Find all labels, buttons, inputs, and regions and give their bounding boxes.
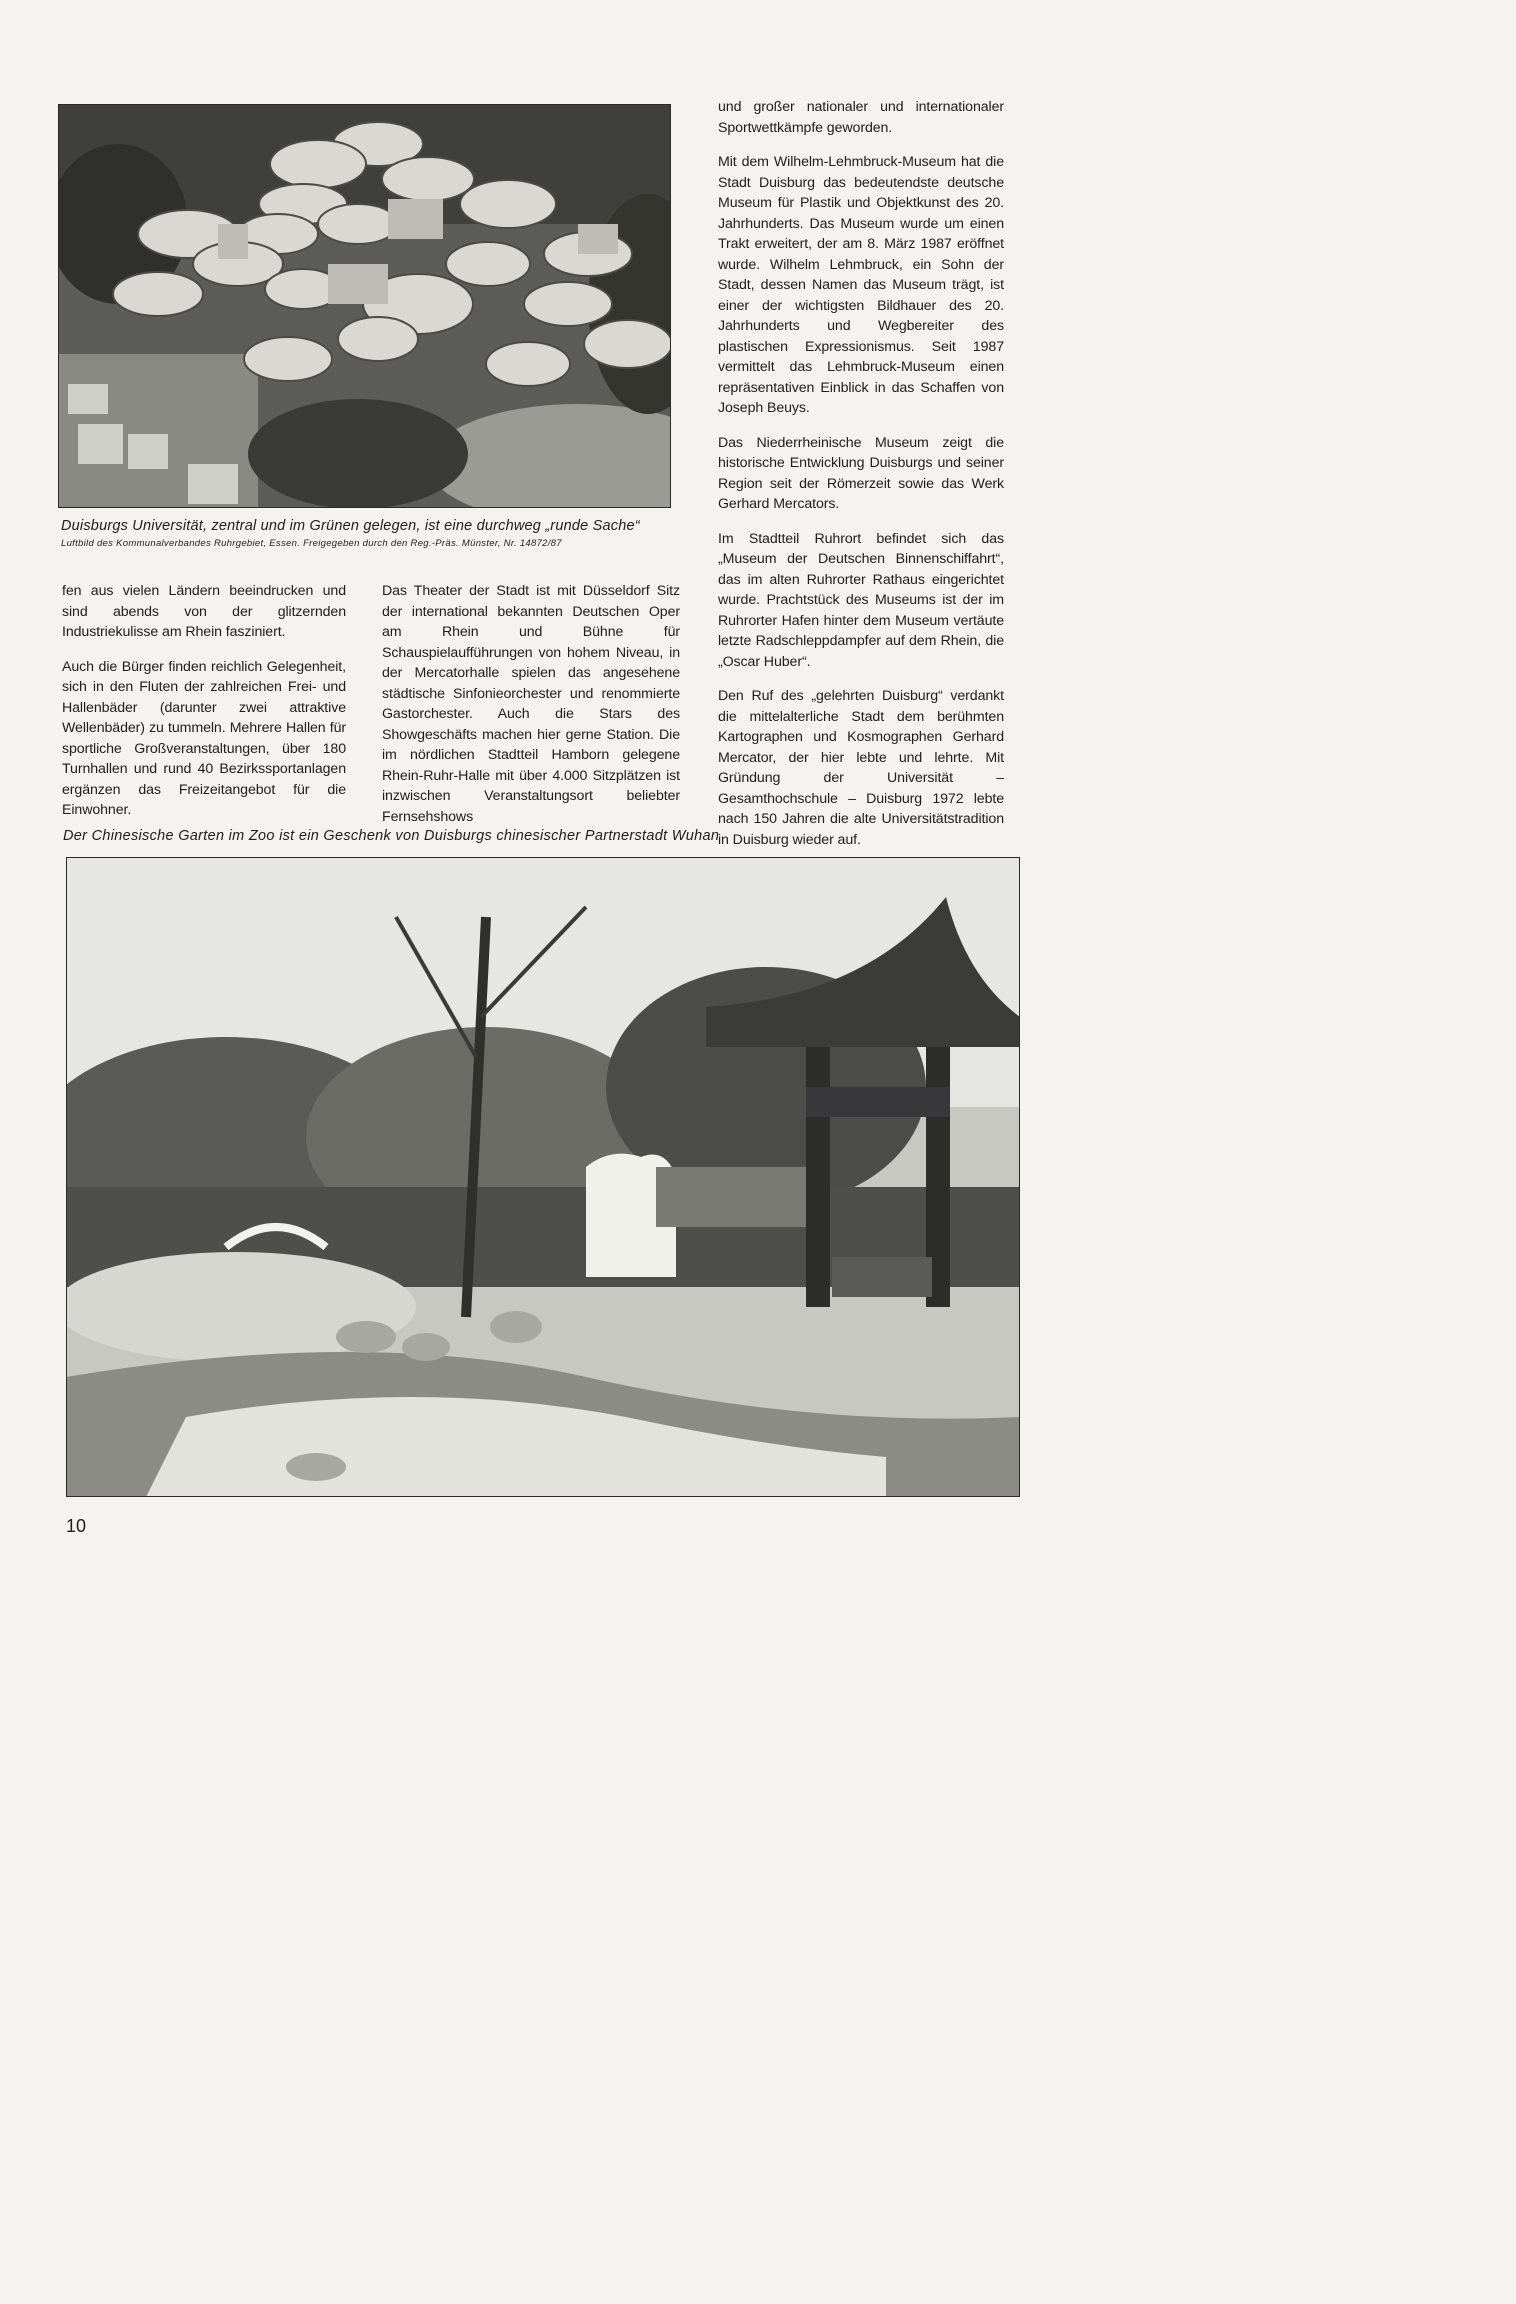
university-photo-credit: Luftbild des Kommunalverbandes Ruhrgebiet, Essen. Freigegeben durch den Reg.-Präs. Münster, Nr. 14872/87 — [61, 538, 562, 549]
paragraph: fen aus vielen Ländern beeindrucken und sind abends von der glitzernden Industriekulisse am Rhein fasziniert. — [62, 583, 346, 640]
garden-photo-drawing — [66, 857, 1020, 1497]
paragraph: und großer nationaler und internationaler Sportwettkämpfe geworden. — [718, 99, 1004, 136]
page-number: 10 — [66, 1516, 87, 1536]
aerial-photo-drawing — [58, 104, 671, 508]
paragraph: Mit dem Wilhelm-Lehmbruck-Museum hat die Stadt Duisburg das bedeutendste deutsche Museum für Plastik und Objektkunst des 20. Jahrhunderts. Das Museum wurde um einen Trakt erweitert, der am 8. März 1987 eröffnet wurde. Wilhelm Lehmbruck, ein Sohn der Stadt, dessen Namen das Museum trägt, ist einer der wichtigsten Bildhauer des 20. Jahrhunderts und Wegbereiter des plastischen Expressionismus. Seit 1987 vermittelt das Lehmbruck-Museum einen repräsentativen Einblick in das Schaffen von Joseph Beuys. — [718, 154, 1004, 416]
text-column-middle — [382, 581, 680, 841]
aerial-photo-university — [58, 104, 671, 508]
photo-chinese-garden — [66, 857, 1020, 1497]
text-column-right — [718, 97, 1004, 864]
university-photo-caption: Duisburgs Universität, zentral und im Grünen gelegen, ist eine durchweg „runde Sache“ — [61, 518, 640, 534]
paragraph: Das Theater der Stadt ist mit Düsseldorf Sitz der international bekannten Deutschen Oper am Rhein und Bühne für Schauspielaufführungen von hohem Niveau, in der Mercatorhalle spielen das angesehene städtische Sinfonieorchester und renommierte Gastorchester. Auch die Stars des Showgeschäfts machen hier gerne Station. Die im nördlichen Stadtteil Hamborn gelegene Rhein-Ruhr-Halle mit über 4.000 Sitzplätzen ist inzwischen Veranstaltungsort beliebter Fernsehshows — [382, 583, 680, 825]
garden-photo-caption: Der Chinesische Garten im Zoo ist ein Geschenk von Duisburgs chinesischer Partnerstadt Wuhan — [63, 828, 720, 844]
paragraph: Den Ruf des „gelehrten Duisburg“ verdankt die mittelalterliche Stadt dem berühmten Kartographen und Kosmographen Gerhard Mercator, der hier lebte und lehrte. Mit Gründung der Universität – Gesamthochschule – Duisburg 1972 lebte nach 150 Jahren die alte Universitätstradition in Duisburg wieder auf. — [718, 688, 1004, 848]
paragraph: Auch die Bürger finden reichlich Gelegenheit, sich in den Fluten der zahlreichen Frei- und Hallenbäder (darunter zwei attraktive Wellenbäder) zu tummeln. Mehrere Hallen für sportliche Großveranstaltungen, über 180 Turnhallen und rund 40 Bezirkssportanlagen ergänzen das Freizeitangebot für die Einwohner. — [62, 658, 346, 818]
paragraph: Im Stadtteil Ruhrort befindet sich das „Museum der Deutschen Binnenschiffahrt“, das im alten Ruhrorter Rathaus eingerichtet wurde. Prachtstück des Museums ist der im Ruhrorter Hafen hinter dem Museum vertäute letzte Radschleppdampfer auf dem Rhein, die „Oscar Huber“. — [718, 530, 1004, 670]
paragraph: Das Niederrheinische Museum zeigt die historische Entwicklung Duisburgs und seiner Region seit der Römerzeit sowie das Werk Gerhard Mercators. — [718, 434, 1004, 512]
text-column-left — [62, 581, 346, 835]
